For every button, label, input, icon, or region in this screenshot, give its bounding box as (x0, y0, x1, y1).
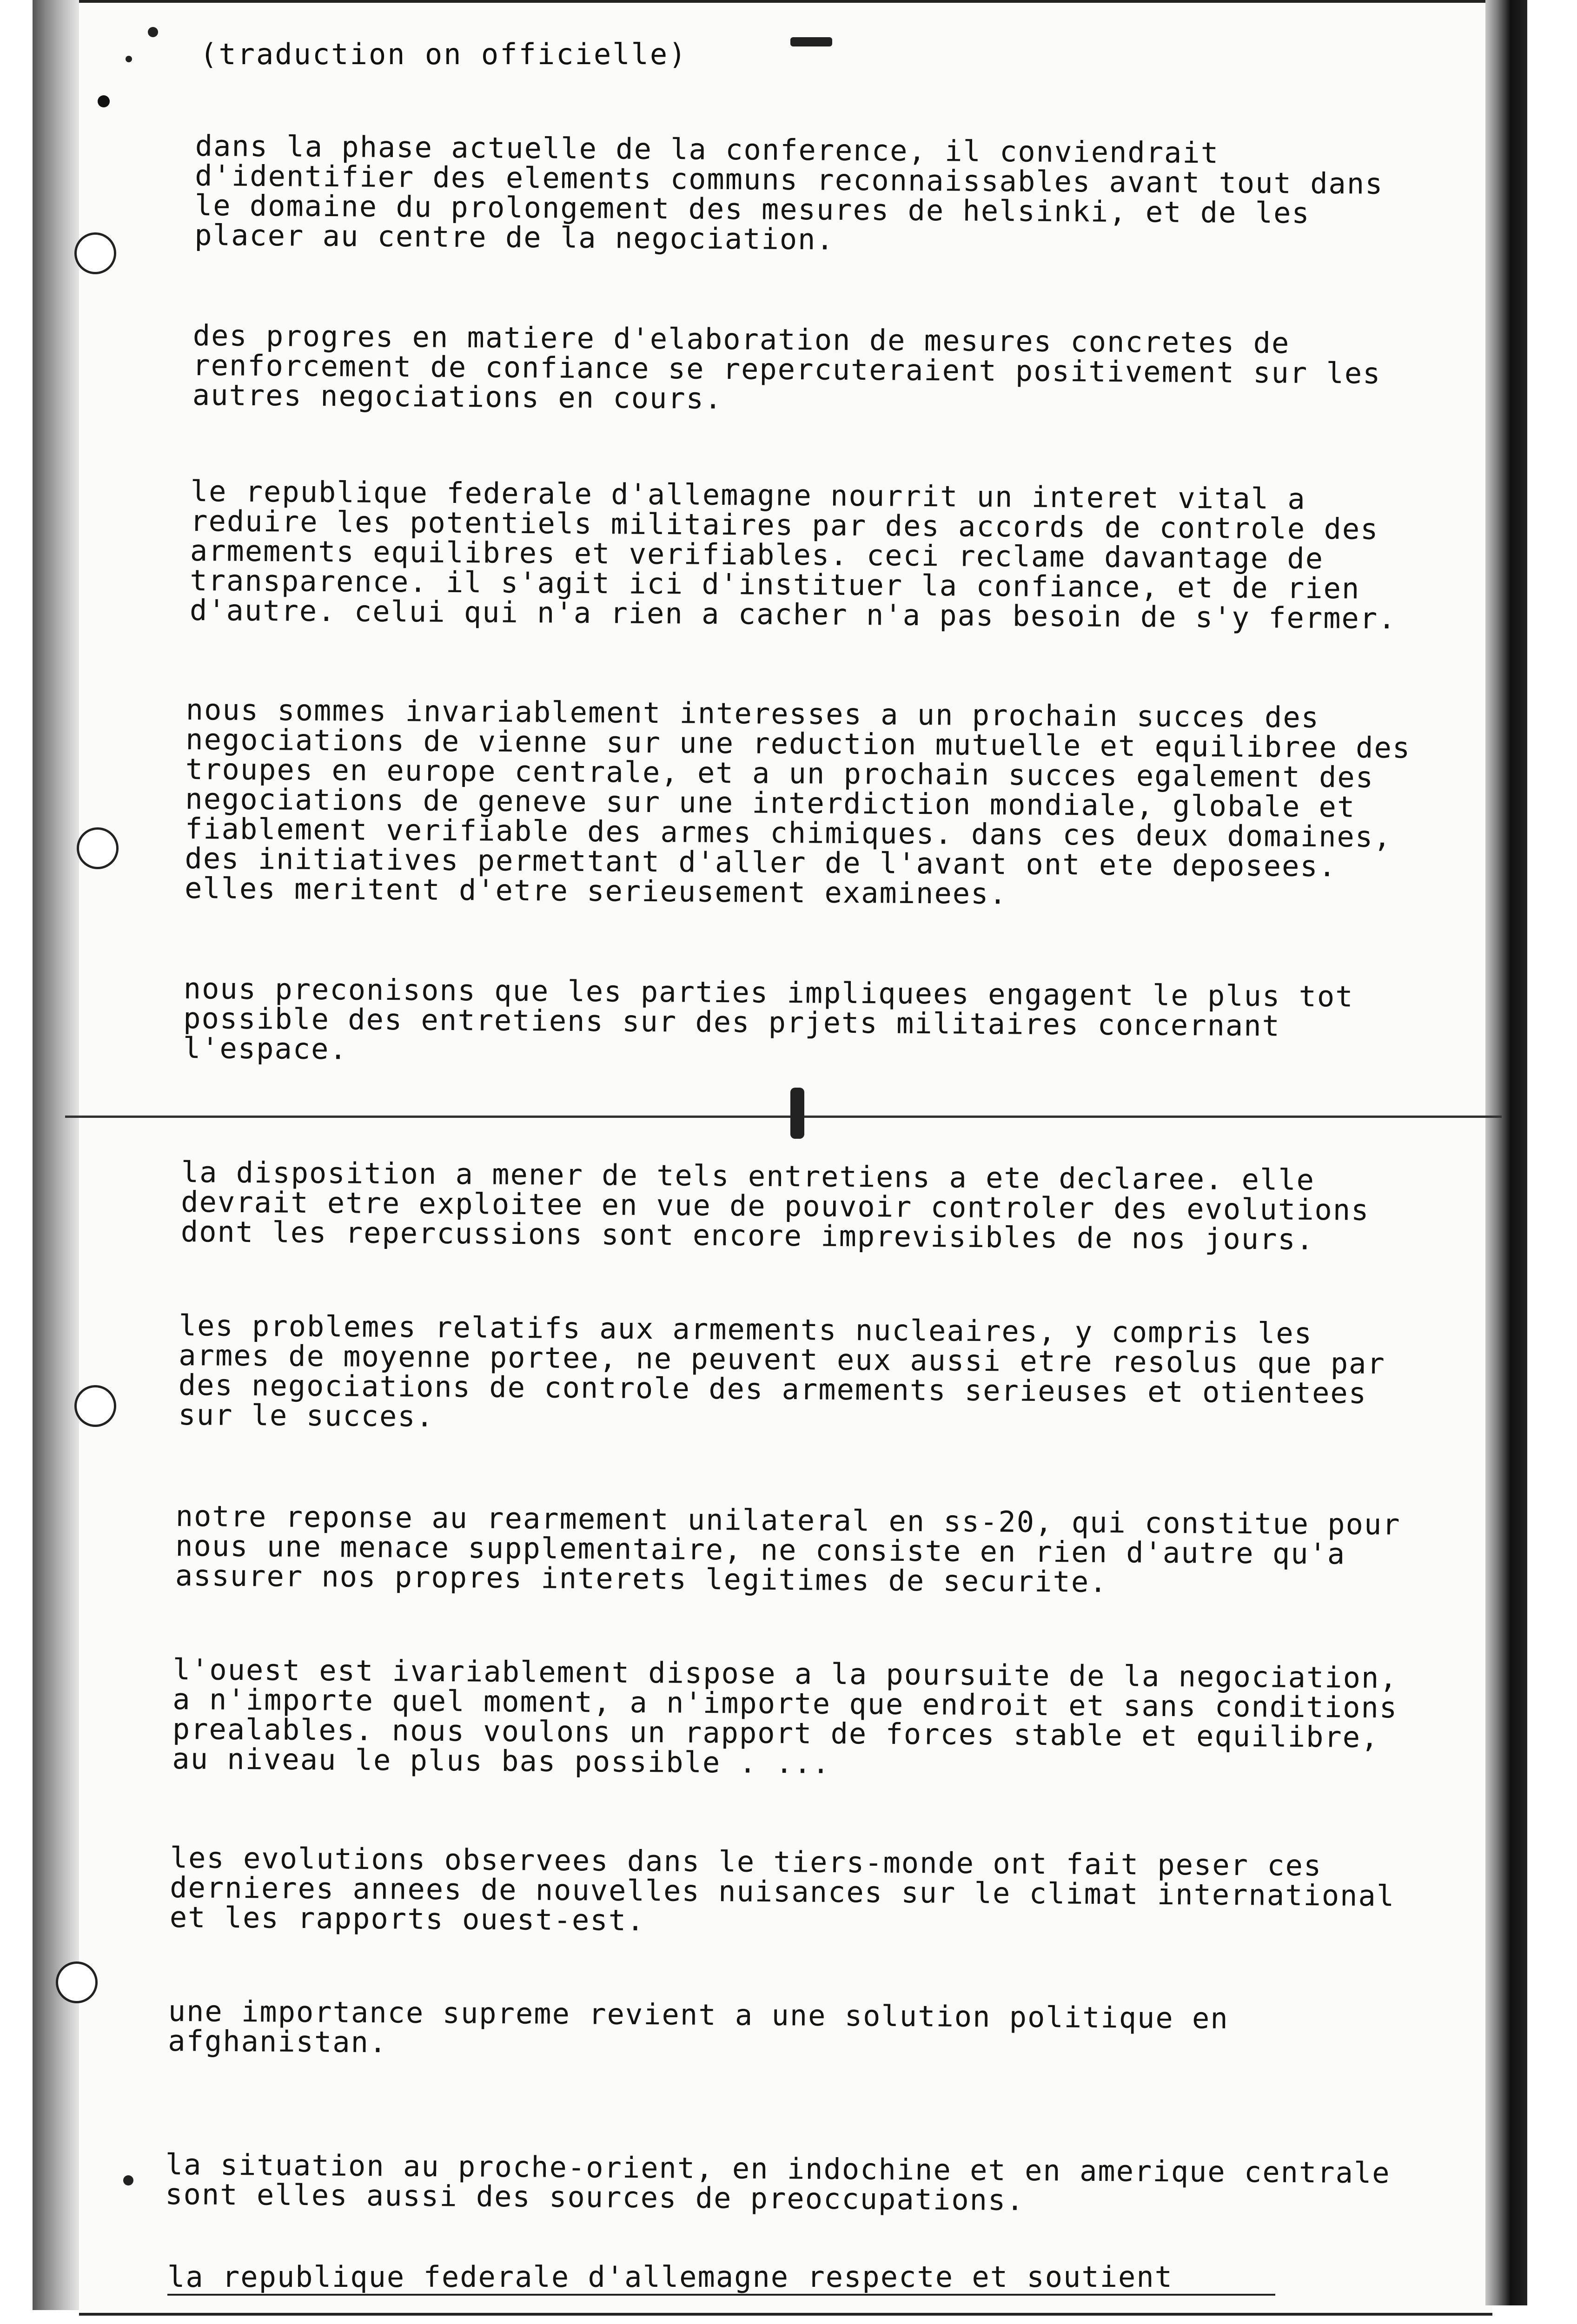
fold-line (65, 1116, 1502, 1118)
ink-mark (790, 37, 832, 46)
ink-speck (126, 56, 132, 62)
paragraph-1: dans la phase actuelle de la conference, il conviendrait d'identifier des elements communs reconnaissables avant tout dans le domaine du prolongement des mesures de helsinki, et de les placer au centre de la negociation. (194, 129, 1384, 257)
paragraph-4: nous sommes invariablement interesses a un prochain succes des negociations de vienne sur une reduction mutuelle et equilibree des troupes en europe centrale, et a un prochain succes egalement des negociations de geneve sur une interdiction mondiale, globale et fiablement verifiable des armes chimiques. dans ces deux domaines, des initiatives permettant d'aller de l'avant ont ete deposees. elles meritent d'etre serieusement examinees. (184, 693, 1411, 911)
ink-dot (98, 95, 110, 107)
ink-speck (123, 2175, 133, 2185)
scan-right-edge (1485, 0, 1527, 2305)
paragraph-8: notre reponse au rearmement unilateral en ss-20, qui constitue pour nous une menace supplementaire, ne consiste en rien d'autre qu'a assurer nos propres interets legitimes de securite. (175, 1499, 1401, 1599)
paragraph-6: la disposition a mener de tels entretiens a ete declaree. elle devrait etre exploitee en vue de pouvoir controler des evolutions dont les repercussions sont encore imprevisibles de nos jours. (180, 1155, 1370, 1257)
paragraph-9: l'ouest est ivariablement dispose a la poursuite de la negociation, a n'importe quel moment, a n'importe que endroit et sans conditions prealables. nous voulons un rapport de forces stable et equilibre, au niveau le plus bas possible . ... (172, 1652, 1398, 1780)
document-header: (traduction on officielle) (200, 37, 688, 71)
paragraph-7: les problemes relatifs aux armements nucleaires, y compris les armes de moyenne portee, ne peuvent eux aussi etre resolus que par des negociations de controle des armements serieuses et otientees sur le succes. (178, 1308, 1386, 1433)
paragraph-2: des progres en matiere d'elaboration de mesures concretes de renforcement de confiance se repercuteraient positivement sur les autres negociations en cours. (192, 318, 1381, 416)
paragraph-12: la situation au proche-orient, en indochine et en amerique centrale sont elles aussi des sources de preoccupations. (165, 2147, 1391, 2217)
punch-hole-3 (74, 1385, 116, 1427)
paragraph-3: le republique federale d'allemagne nourrit un interet vital a reduire les potentiels militaires par des accords de controle des armements equilibres et verifiables. ceci reclame davantage de transparence. il s'agit ici d'instituer la confiance, et de rien d'autre. celui qui n'a rien a cacher n'a pas besoin de s'y fermer. (189, 474, 1397, 636)
staple-mark (790, 1088, 804, 1139)
punch-hole-1 (74, 232, 116, 274)
ink-speck (148, 27, 158, 37)
paragraph-5: nous preconisons que les parties impliquees engagent le plus tot possible des entretiens sur des prjets militaires concernant l'espace. (183, 971, 1354, 1066)
punch-hole-2 (77, 827, 119, 869)
paragraph-10: les evolutions observees dans le tiers-monde ont fait peser ces dernieres annees de nouvelles nuisances sur le climat international et les rapports ouest-est. (169, 1841, 1395, 1938)
paragraph-11: une importance supreme revient a une solution politique en afghanistan. (168, 1994, 1229, 2060)
last-line: la republique federale d'allemagne respecte et soutient (167, 2260, 1275, 2296)
punch-hole-4 (56, 1961, 98, 2003)
